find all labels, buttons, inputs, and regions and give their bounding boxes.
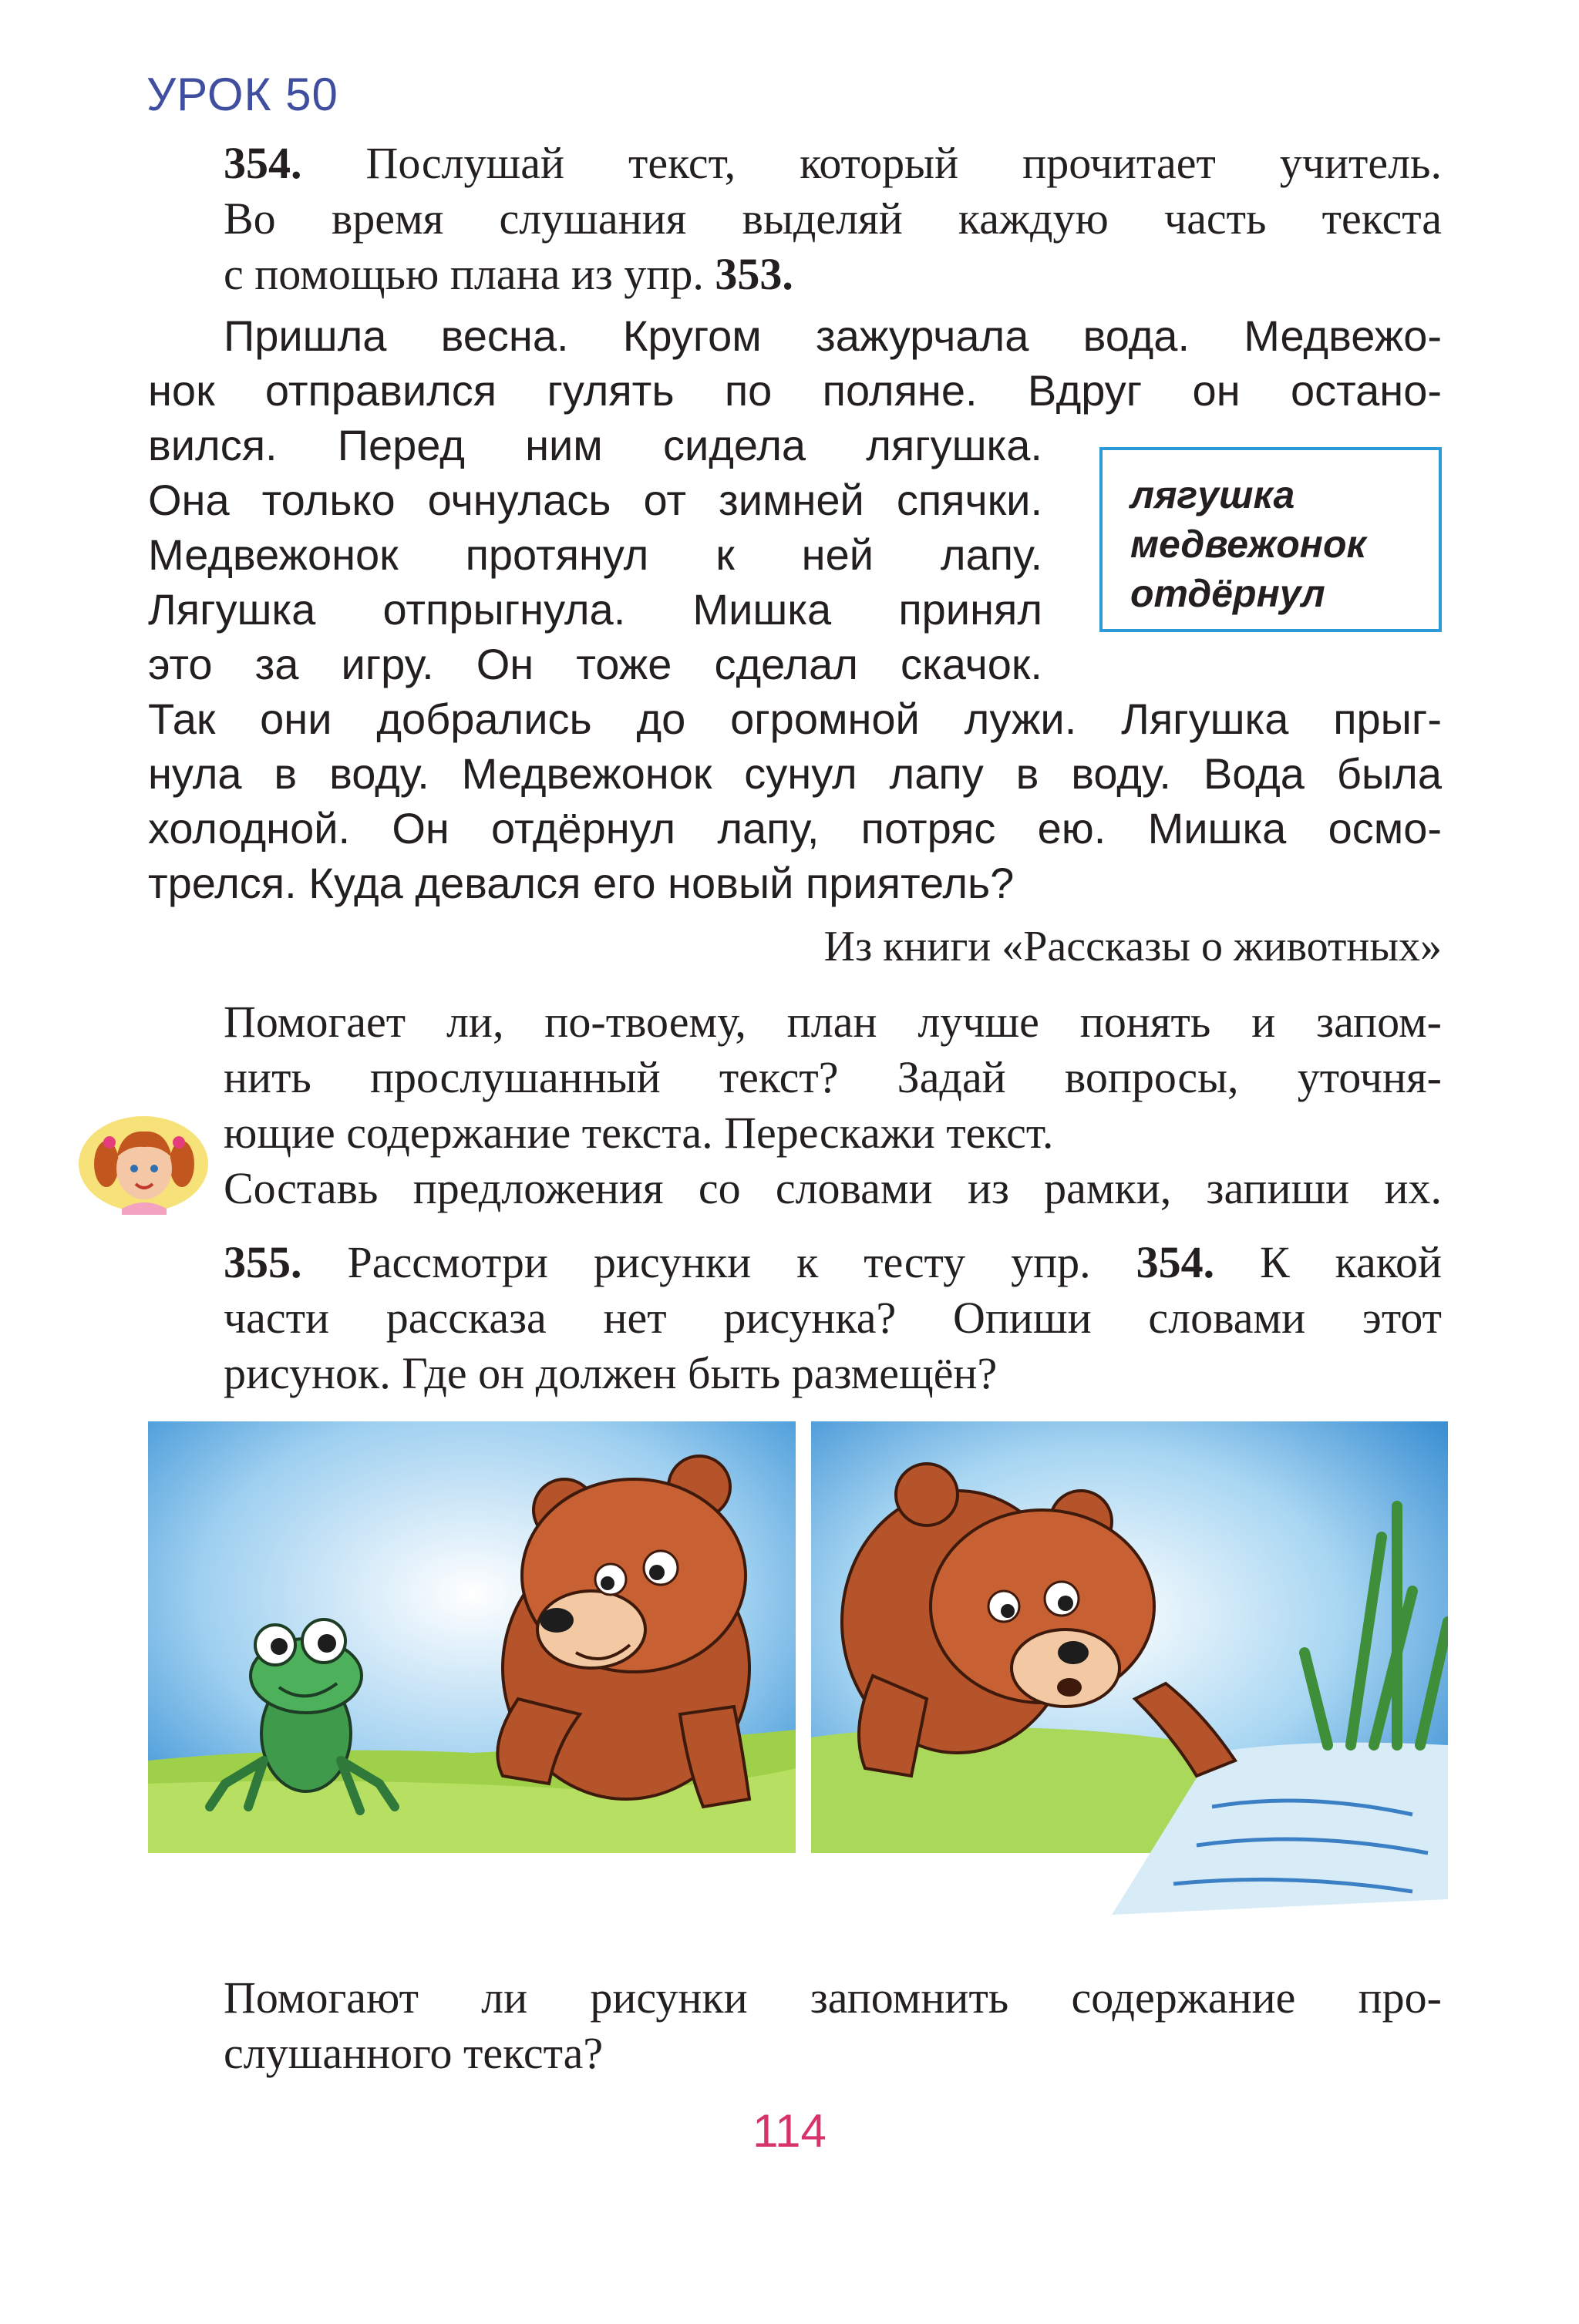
word-box [1099, 447, 1442, 632]
lesson-title: УРОК 50 [146, 69, 338, 120]
frog-scene [148, 1421, 796, 1853]
bear-and-frog-illustration [148, 1421, 1448, 1922]
story-source: Из книги «Рассказы о животных» [823, 923, 1442, 970]
exercise-355-task: 355. Рассмотри рисунки к тесту упр. 354. К какой части рассказа нет рисунка? Опиши словами этот рисунок. Где он должен быть размещён? [224, 1237, 1442, 1398]
word-box-item: лягушка [1130, 473, 1295, 516]
girl-avatar-icon [76, 1107, 211, 1215]
exercise-number: 355. [224, 1237, 302, 1287]
word-box-item: отдёрнул [1130, 572, 1325, 615]
story-text: Пришла весна. Кругом зажурчала вода. Медвежо- [224, 311, 1442, 360]
closing-question: Помогают ли рисунки запомнить содержание про- слушанного текста? [224, 1973, 1442, 2078]
page-number: 114 [752, 2105, 827, 2157]
exercise-354-questions: Помогает ли, по-твоему, план лучше понять и запом- нить прослушанный текст? Задай вопросы, уточня- ющие содержание текста. Перескажи текст. Составь предложения со словами из рамки, запиши их. [224, 997, 1442, 1213]
exercise-354-task: 354. Послушай текст, который прочитает учитель. Во время слушания выделяй каждую часть текста с помощью плана из упр. 353. [224, 138, 1443, 299]
pond-scene [811, 1421, 1448, 1915]
exercise-number: 354. [224, 138, 302, 188]
word-box-item: медвежонок [1130, 523, 1366, 566]
